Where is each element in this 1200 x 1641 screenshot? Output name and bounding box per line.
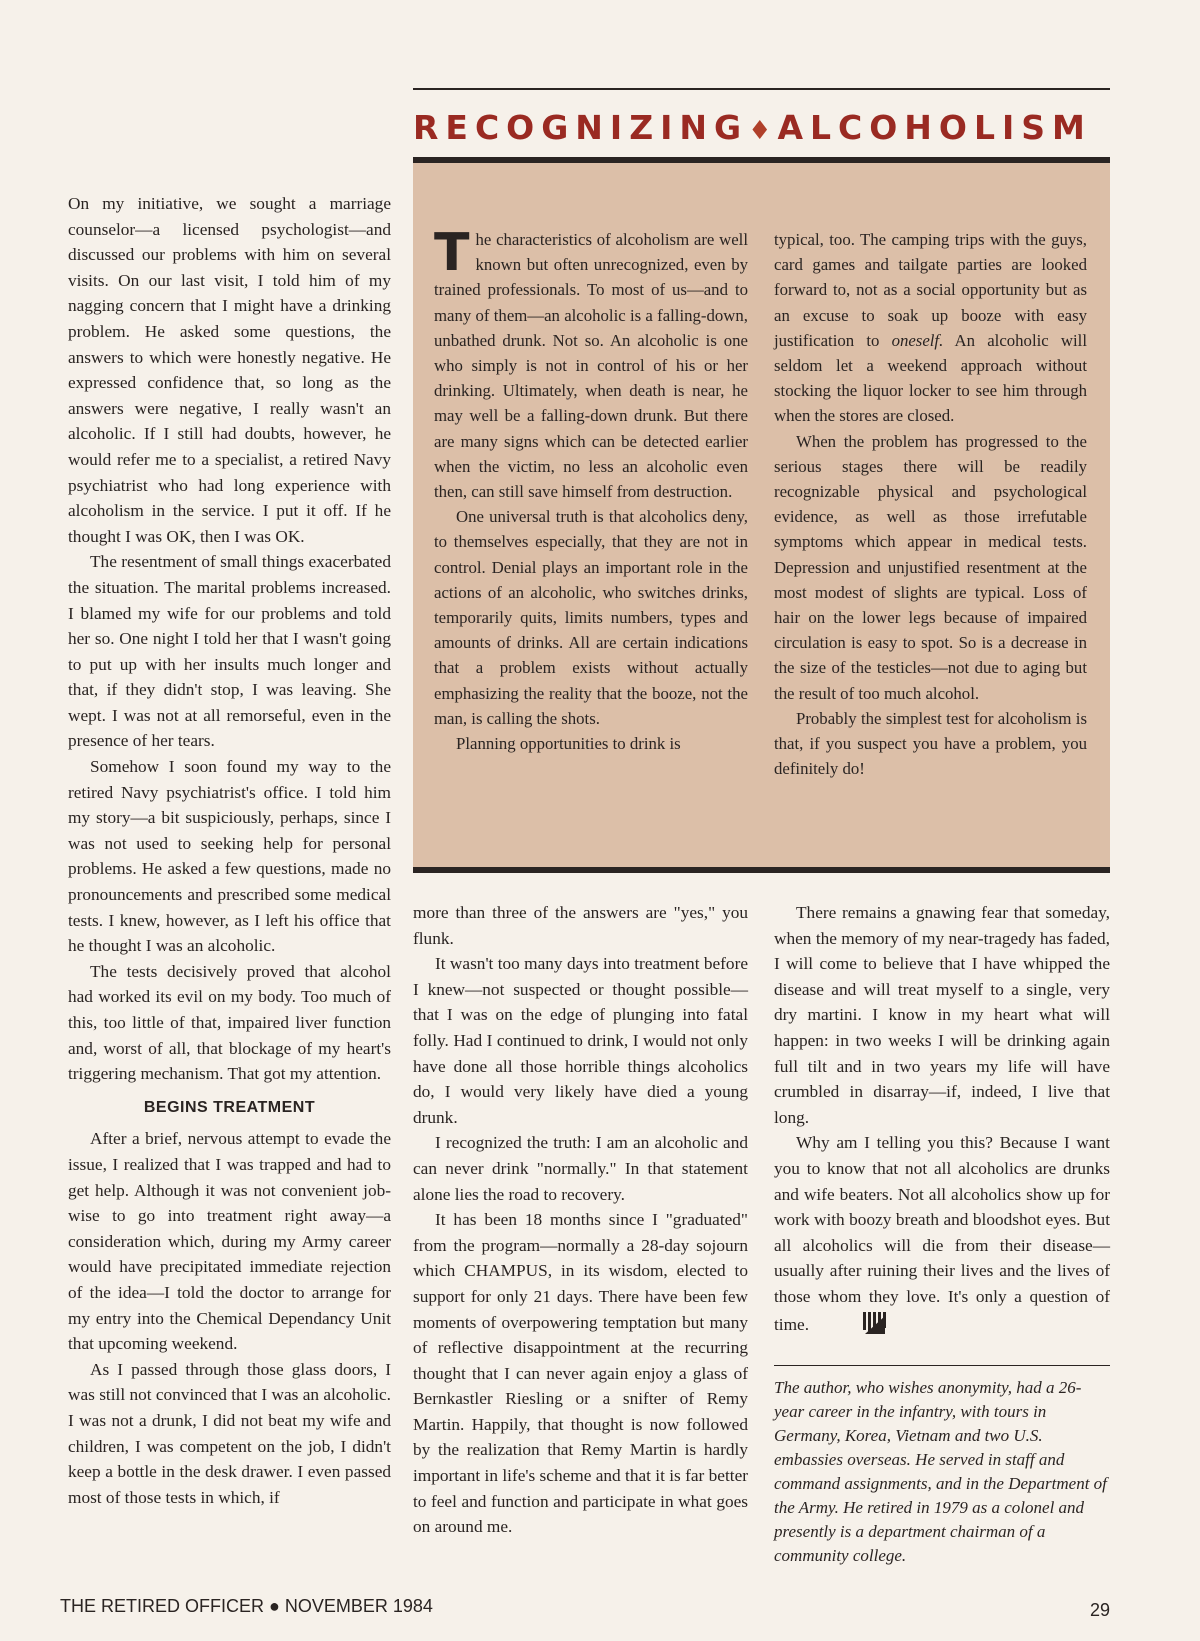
end-mark-icon: [839, 1310, 865, 1336]
sidebar-text: typical, too. The camping trips with the guys, card games and tailgate parties are looked forward to, not as a social opportunity but as an excuse to soak up booze with easy justification to: [774, 230, 1087, 350]
article-paragraph: I recognized the truth: I am an alcoholic and can never drink "normally." In that statement alone lies the road to recovery.: [413, 1133, 748, 1204]
left-column: [68, 191, 391, 1510]
article-paragraph: The resentment of small things exacerbated the situation. The marital problems increased. I blamed my wife for our problems and told her so. One night I told her that I wasn't going to put up with her insults much longer and that, if they didn't stop, I was leaving. She wept. I was not at all remorseful, even in the presence of her tears.: [68, 552, 391, 751]
article-paragraph: The tests decisively proved that alcohol had worked its evil on my body. Too much of this, too little of that, impaired liver function and, worst of all, that blockage of my heart's triggering mechanism. That got my attention.: [68, 961, 391, 1084]
sidebar-text: An alcoholic will seldom let a weekend approach without stocking the liquor locker to see him through when the stores are closed.: [774, 330, 1088, 426]
sidebar-paragraph: When the problem has progressed to the serious stages there will be readily recognizable physical and psychological evidence, as well as those irrefutable symptoms which appear in medical tests. Depression and unjustified resentment at the most modest of slights are typical. Loss of hair on the lower legs because of impaired circulation is easy to spot. So is a decrease in the size of the testicles—not due to aging but the result of too much alcohol.: [774, 431, 1087, 703]
publication-line: THE RETIRED OFFICER ● NOVEMBER 1984: [60, 1596, 433, 1616]
headline-part1: RECOGNIZING: [413, 108, 749, 147]
headline: [413, 108, 1110, 147]
article-paragraph: Somehow I soon found my way to the retired Navy psychiatrist's office. I told him my story—a bit suspiciously, perhaps, since I was not used to seeking help for personal problems. He asked a few questions, made no pronouncements and prescribed some medical tests. I knew, however, as I left his office that he thought I was an alcoholic.: [68, 757, 391, 956]
article-paragraph: [774, 1130, 1110, 1337]
bio-divider: [774, 1365, 1110, 1366]
headline-part2: ALCOHOLISM: [777, 108, 1092, 147]
page-number: 29: [1089, 1600, 1110, 1620]
middle-column: [413, 900, 748, 1540]
drop-cap: T: [434, 223, 470, 283]
article-paragraph: After a brief, nervous attempt to evade the issue, I realized that I was trapped and had to get help. Although it was not convenient job-wise to go into treatment right away—a consideration which, during my Army career would have precipitated immediate rejection of the idea—I told the doctor to arrange for my entry into the Chemical Dependancy Unit that upcoming weekend.: [68, 1129, 391, 1354]
sidebar-right-column: [774, 227, 1087, 781]
final-paragraph-text: Why am I telling you this? Because I want you to know that not all alcoholics are drunks and wife beaters. Not all alcoholics show up for work with boozy breath and bloodshot eyes. But all alcoholics will die from their disease—usually after ruining their lives and the lives of those whom they love. It's only a question of time.: [774, 1133, 1110, 1334]
sidebar-paragraph: Planning opportunities to drink is: [456, 734, 681, 754]
sidebar-emphasis: oneself.: [891, 330, 944, 350]
article-paragraph: more than three of the answers are "yes," you flunk.: [413, 903, 748, 948]
sidebar-paragraph: [434, 223, 748, 504]
article-paragraph: It wasn't too many days into treatment before I knew—not suspected or thought possible—that I was on the edge of plunging into fatal folly. Had I continued to drink, I would not only have done all those horrible things alcoholics do, I would very likely have died a young drunk.: [413, 954, 748, 1127]
sidebar-paragraph: [774, 227, 1087, 429]
sidebar-paragraph: Probably the simplest test for alcoholism is that, if you suspect you have a problem, you definitely do!: [774, 708, 1087, 779]
article-paragraph: There remains a gnawing fear that someday, when the memory of my near-tragedy has faded, I will come to believe that I have whipped the disease and will treat myself to a single, very dry martini. I know in my heart what will happen: in two weeks I will be drinking again full tilt and in two years my life will have crumbled in disarray—if, indeed, I live that long.: [774, 903, 1110, 1127]
article-paragraph: On my initiative, we sought a marriage counselor—a licensed psychologist—and discussed our problems with him on several visits. On our last visit, I told him of my nagging concern that I might have a drinking problem. He asked some questions, the answers to which were honestly negative. He expressed confidence that, so long as the answers were negative, I really wasn't an alcoholic. If I still had doubts, however, he would refer me to a specialist, a retired Navy psychiatrist who had long experience with alcoholism in the service. I put it off. If he thought I was OK, then I was OK.: [68, 194, 391, 546]
article-paragraph: It has been 18 months since I "graduated" from the program—normally a 28-day sojourn which CHAMPUS, in its wisdom, elected to support for only 21 days. There have been few moments of overpowering temptation but many of reflective disappointment at the recurring thought that I can never again enjoy a glass of Bernkastler Riesling or a snifter of Remy Martin. Happily, that thought is now followed by the realization that Remy Martin is hardly important in life's scheme and that it is far better to feel and function and participate in what goes on around me.: [413, 1210, 748, 1537]
sidebar-left-column: [434, 223, 748, 756]
top-rule: [413, 88, 1110, 90]
right-column: [774, 900, 1110, 1568]
sidebar-paragraph: One universal truth is that alcoholics deny, to themselves especially, that they are not in control. Denial plays an important role in the actions of an alcoholic, who switches drinks, temporarily quits, limits numbers, types and amounts of drinks. All are certain indications that a problem exists without actually emphasizing the reality that the booze, not the man, is calling the shots.: [434, 507, 748, 728]
article-paragraph: As I passed through those glass doors, I was still not convinced that I was an alcoholic. I was not a drunk, I did not beat my wife and children, I was competent on the job, I didn't keep a bottle in the desk drawer. I even passed most of those tests in which, if: [68, 1359, 391, 1507]
diamond-icon: ♦: [748, 116, 772, 146]
author-bio: The author, who wishes anonymity, had a 26-year career in the infantry, with tours in Germany, Korea, Vietnam and two U.S. embassies overseas. He served in staff and command assignments, and in the Department of the Army. He retired in 1979 as a colonel and presently is a department chairman of a community college.: [774, 1378, 1107, 1566]
section-subhead: BEGINS TREATMENT: [143, 1098, 316, 1116]
sidebar-text: he characteristics of alcoholism are well known but often unrecognized, even by trained professionals. To most of us—and to many of them—an alcoholic is a falling-down, unbathed drunk. Not so. An alcoholic is one who simply is not in control of his or her drinking. Ultimately, when death is near, he may well be a falling-down drunk. But there are many signs which can be detected earlier when the victim, no less an alcoholic even then, can still save himself from destruction.: [434, 230, 748, 502]
